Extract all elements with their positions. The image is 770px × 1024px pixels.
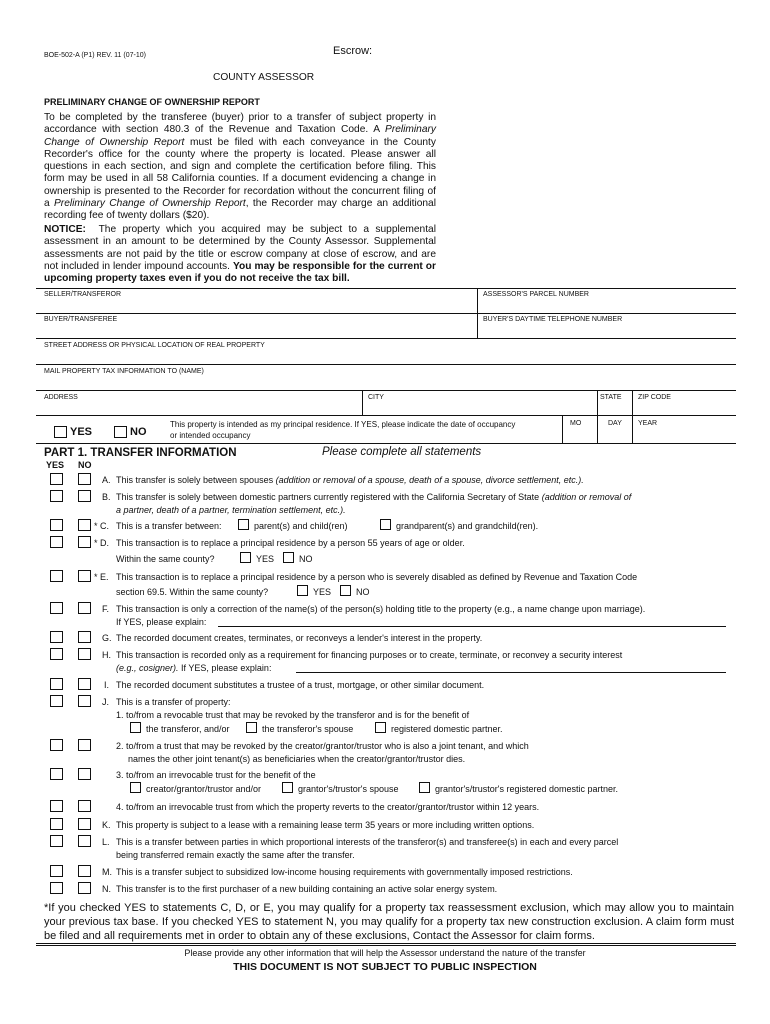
statement-m-label: M. bbox=[102, 867, 112, 877]
statement-h-sub: (e.g., cosigner). If YES, please explain: bbox=[116, 663, 272, 673]
statement-i: The recorded document substitutes a trustee of a trust, mortgage, or other similar document. bbox=[116, 680, 485, 690]
footer-instructions: Please provide any other information that will help the Assessor understand the nature of the transfer bbox=[184, 948, 586, 958]
statement-j-yes-checkbox[interactable] bbox=[50, 695, 63, 707]
statement-k-label: K. bbox=[102, 820, 111, 830]
statement-k-no-checkbox[interactable] bbox=[78, 818, 91, 830]
statement-j2-yes-checkbox[interactable] bbox=[50, 739, 63, 751]
residence-text: This property is intended as my principal residence. If YES, please indicate the date of occupancy bbox=[170, 420, 516, 429]
j1-partner-checkbox[interactable] bbox=[375, 722, 386, 733]
statement-j2: 2. to/from a trust that may be revoked by the creator/grantor/trustor who is also a joint tenant, and which bbox=[116, 741, 529, 751]
office-title: COUNTY ASSESSOR bbox=[213, 72, 315, 83]
form-id: BOE-502-A (P1) REV. 11 (07-10) bbox=[44, 52, 146, 59]
statement-j3-yes-checkbox[interactable] bbox=[50, 768, 63, 780]
statement-g-label: G. bbox=[102, 633, 112, 643]
residence-yes-label: YES bbox=[70, 426, 93, 438]
phone-field[interactable]: BUYER'S DAYTIME TELEPHONE NUMBER bbox=[483, 316, 623, 323]
statement-j4: 4. to/from an irrevocable trust from which the property reverts to the creator/grantor/trustor within 12 years. bbox=[116, 802, 540, 812]
statement-g: The recorded document creates, terminates, or reconveys a lender's interest in the property. bbox=[116, 633, 483, 643]
intro-paragraph: To be completed by the transferee (buyer) prior to a transfer of subject property in accordance with section 480.3 of the Revenue and Taxation Code. A Preliminary Change of Ownership Report must be filed with each conveyance in the County Recorder's office for the county where the property is located. Please answer all questions in each section, and sign and complete the certification before filing. This form may be used in all 58 California counties. If a document evidencing a change in ownership is presented to the Recorder for recordation without the concurrent filing of a Preliminary Change of Ownership Report, the Recorder may charge an additional recording fee of twenty dollars ($20). bbox=[44, 112, 436, 222]
statement-e-sub: section 69.5. Within the same county? bbox=[116, 587, 269, 597]
statement-m-no-checkbox[interactable] bbox=[78, 865, 91, 877]
street-field[interactable]: STREET ADDRESS OR PHYSICAL LOCATION OF REAL PROPERTY bbox=[44, 342, 265, 349]
statement-k: This property is subject to a lease with a remaining lease term 35 years or more including written options. bbox=[116, 820, 535, 830]
statement-j2-cont: names the other joint tenant(s) as beneficiaries when the creator/grantor/trustor dies. bbox=[128, 754, 466, 764]
statement-a: This transfer is solely between spouses (addition or removal of a spouse, death of a spouse, divorce settlement, etc.). bbox=[116, 475, 584, 485]
escrow-label: Escrow: bbox=[333, 45, 373, 57]
j3-spouse-label: grantor's/trustor's spouse bbox=[298, 784, 399, 794]
j1-spouse-checkbox[interactable] bbox=[246, 722, 257, 733]
residence-no-label: NO bbox=[130, 426, 147, 438]
statement-j3: 3. to/from an irrevocable trust for the benefit of the bbox=[116, 770, 316, 780]
statement-h-yes-checkbox[interactable] bbox=[50, 648, 63, 660]
j3-creator-checkbox[interactable] bbox=[130, 782, 141, 793]
e-yes-label: YES bbox=[313, 587, 332, 597]
statement-h-label: H. bbox=[102, 650, 111, 660]
statement-f: This transaction is only a correction of the name(s) of the person(s) holding title to the property (e.g., a name change upon marriage). bbox=[116, 604, 646, 614]
statement-d-label: * D. bbox=[94, 538, 110, 548]
statement-i-label: I. bbox=[104, 680, 110, 690]
residence-text-2: or intended occupancy bbox=[170, 431, 251, 440]
j3-partner-label: grantor's/trustor's registered domestic partner. bbox=[435, 784, 619, 794]
seller-field[interactable]: SELLER/TRANSFEROR bbox=[44, 291, 122, 298]
mail-name-field[interactable]: MAIL PROPERTY TAX INFORMATION TO (NAME) bbox=[44, 368, 204, 375]
statement-f-sub: If YES, please explain: bbox=[116, 617, 207, 627]
statement-i-no-checkbox[interactable] bbox=[78, 678, 91, 690]
statement-d-sub: Within the same county? bbox=[116, 554, 215, 564]
d-same-county-yes-checkbox[interactable] bbox=[240, 552, 251, 563]
statement-l-no-checkbox[interactable] bbox=[78, 835, 91, 847]
part1-title: PART 1. TRANSFER INFORMATION bbox=[44, 447, 237, 459]
statement-l-cont: being transferred remain exactly the same after the transfer. bbox=[116, 850, 355, 860]
statement-e-no-checkbox[interactable] bbox=[78, 570, 91, 582]
statement-a-yes-checkbox[interactable] bbox=[50, 473, 63, 485]
j3-spouse-checkbox[interactable] bbox=[282, 782, 293, 793]
statement-f-label: F. bbox=[102, 604, 110, 614]
occupancy-day-field[interactable]: DAY bbox=[608, 420, 622, 427]
occupancy-year-field[interactable]: YEAR bbox=[638, 420, 658, 427]
statement-m: This is a transfer subject to subsidized low-income housing requirements with governmentally imposed restrictions. bbox=[116, 867, 573, 877]
statement-k-yes-checkbox[interactable] bbox=[50, 818, 63, 830]
statement-d-no-checkbox[interactable] bbox=[78, 536, 91, 548]
statement-c-no-checkbox[interactable] bbox=[78, 519, 91, 531]
footer-notice: THIS DOCUMENT IS NOT SUBJECT TO PUBLIC INSPECTION bbox=[233, 961, 537, 973]
statement-l-label: L. bbox=[102, 837, 110, 847]
buyer-field[interactable]: BUYER/TRANSFEREE bbox=[44, 316, 118, 323]
notice-paragraph: NOTICE: The property which you acquired may be subject to a supplemental assessment in an amount to be determined by the County Assessor. Supplemental assessments are not paid by the title or escrow company at close of escrow, and are not included in lender impound accounts. You may be responsible for the current or upcoming property taxes even if you do not receive the tax bill. bbox=[44, 224, 436, 285]
statement-j-label: J. bbox=[102, 697, 110, 707]
e-same-county-no-checkbox[interactable] bbox=[340, 585, 351, 596]
form-title: PRELIMINARY CHANGE OF OWNERSHIP REPORT bbox=[44, 97, 260, 107]
f-explain-line[interactable] bbox=[218, 626, 726, 627]
statement-n-no-checkbox[interactable] bbox=[78, 882, 91, 894]
grandparent-label: grandparent(s) and grandchild(ren). bbox=[396, 521, 539, 531]
statement-j4-yes-checkbox[interactable] bbox=[50, 800, 63, 812]
statement-j: This is a transfer of property: bbox=[116, 697, 231, 707]
statement-g-no-checkbox[interactable] bbox=[78, 631, 91, 643]
part1-subtitle: Please complete all statements bbox=[322, 446, 482, 458]
zip-field[interactable]: ZIP CODE bbox=[638, 394, 671, 401]
residence-no-checkbox[interactable] bbox=[114, 426, 127, 438]
statement-e-label: * E. bbox=[94, 572, 109, 582]
statement-j2-no-checkbox[interactable] bbox=[78, 739, 91, 751]
statement-n: This transfer is to the first purchaser of a new building containing an active solar energy system. bbox=[116, 884, 498, 894]
residence-yes-checkbox[interactable] bbox=[54, 426, 67, 438]
statement-f-no-checkbox[interactable] bbox=[78, 602, 91, 614]
statement-j4-no-checkbox[interactable] bbox=[78, 800, 91, 812]
address-field[interactable]: ADDRESS bbox=[44, 394, 78, 401]
statement-n-yes-checkbox[interactable] bbox=[50, 882, 63, 894]
e-no-label: NO bbox=[356, 587, 370, 597]
statement-l: This is a transfer between parties in which proportional interests of the transferor(s) and transferee(s) in each and every parcel bbox=[116, 837, 619, 847]
statement-n-label: N. bbox=[102, 884, 111, 894]
j1-transferor-checkbox[interactable] bbox=[130, 722, 141, 733]
d-yes-label: YES bbox=[256, 554, 275, 564]
statement-d: This transaction is to replace a principal residence by a person 55 years of age or older. bbox=[116, 538, 465, 548]
statement-a-no-checkbox[interactable] bbox=[78, 473, 91, 485]
statement-m-yes-checkbox[interactable] bbox=[50, 865, 63, 877]
statement-b-cont: a partner, death of a partner, termination settlement, etc.). bbox=[116, 505, 346, 515]
exclusion-footnote: *If you checked YES to statements C, D, or E, you may qualify for a property tax reassessment exclusion, which may allow you to maintain your previous tax base. If you checked YES to statement N, you may qualify for a property tax new construction exclusion. A claim form must be filed and all requirements met in order to obtain any of these exclusions, Contact the Assessor for claim forms. bbox=[44, 902, 734, 942]
statement-g-yes-checkbox[interactable] bbox=[50, 631, 63, 643]
j3-creator-label: creator/grantor/trustor and/or bbox=[146, 784, 262, 794]
statement-j3-no-checkbox[interactable] bbox=[78, 768, 91, 780]
j3-partner-checkbox[interactable] bbox=[419, 782, 430, 793]
j1-partner-label: registered domestic partner. bbox=[391, 724, 503, 734]
no-column-header: NO bbox=[78, 460, 92, 470]
statement-h-no-checkbox[interactable] bbox=[78, 648, 91, 660]
statement-b-label: B. bbox=[102, 492, 111, 502]
h-explain-line[interactable] bbox=[296, 672, 726, 673]
statement-e: This transaction is to replace a principal residence by a person who is severely disabled as defined by Revenue and Taxation Code bbox=[116, 572, 638, 582]
statement-a-label: A. bbox=[102, 475, 111, 485]
parent-child-checkbox[interactable] bbox=[238, 519, 249, 530]
j1-transferor-label: the transferor, and/or bbox=[146, 724, 230, 734]
e-same-county-yes-checkbox[interactable] bbox=[297, 585, 308, 596]
statement-b-yes-checkbox[interactable] bbox=[50, 490, 63, 502]
j1-spouse-label: the transferor's spouse bbox=[262, 724, 354, 734]
state-field[interactable]: STATE bbox=[600, 394, 622, 401]
d-no-label: NO bbox=[299, 554, 313, 564]
statement-j1: 1. to/from a revocable trust that may be revoked by the transferor and is for the benefit of bbox=[116, 710, 470, 720]
statement-c-label: * C. bbox=[94, 521, 110, 531]
grandparent-checkbox[interactable] bbox=[380, 519, 391, 530]
statement-i-yes-checkbox[interactable] bbox=[50, 678, 63, 690]
statement-b-no-checkbox[interactable] bbox=[78, 490, 91, 502]
apn-field[interactable]: ASSESSOR'S PARCEL NUMBER bbox=[483, 291, 589, 298]
statement-d-yes-checkbox[interactable] bbox=[50, 536, 63, 548]
statement-b: This transfer is solely between domestic partners currently registered with the California Secretary of State (addition or removal of bbox=[116, 492, 632, 502]
statement-j-no-checkbox[interactable] bbox=[78, 695, 91, 707]
occupancy-month-field[interactable]: MO bbox=[570, 420, 582, 427]
statement-e-yes-checkbox[interactable] bbox=[50, 570, 63, 582]
yes-column-header: YES bbox=[46, 460, 65, 470]
statement-c: This is a transfer between: bbox=[116, 521, 222, 531]
statement-c-yes-checkbox[interactable] bbox=[50, 519, 63, 531]
d-same-county-no-checkbox[interactable] bbox=[283, 552, 294, 563]
statement-f-yes-checkbox[interactable] bbox=[50, 602, 63, 614]
statement-l-yes-checkbox[interactable] bbox=[50, 835, 63, 847]
parent-child-label: parent(s) and child(ren) bbox=[254, 521, 348, 531]
city-field[interactable]: CITY bbox=[368, 394, 384, 401]
statement-h: This transaction is recorded only as a requirement for financing purposes or to create, terminate, or reconvey a security interest bbox=[116, 650, 623, 660]
